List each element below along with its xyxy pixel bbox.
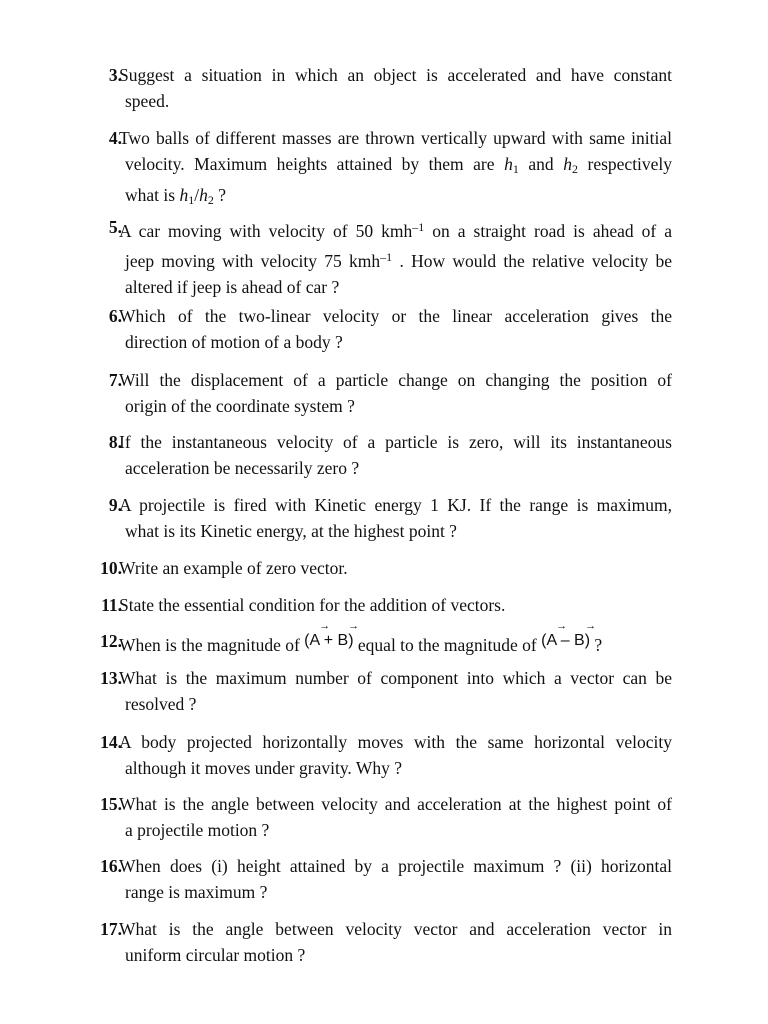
question-15 — [86, 791, 672, 843]
question-text-line: A projectile is fired with Kinetic energy 1 KJ. If the range is maximum, — [119, 495, 672, 515]
question-3 — [86, 62, 672, 114]
question-text-line: A body projected horizontally moves with the same horizontal velocity — [119, 732, 672, 752]
question-text-line: uniform circular motion ? — [125, 945, 306, 965]
question-14 — [86, 729, 672, 781]
question-number: 15. — [100, 794, 122, 814]
question-number: 9. — [108, 495, 122, 515]
question-number: 14. — [100, 732, 122, 752]
question-text-line: origin of the coordinate system ? — [125, 396, 355, 416]
question-number: 17. — [100, 919, 122, 939]
question-text-line: velocity. Maximum heights attained by them are $h_1$ and $h_2$ respectively — [125, 154, 673, 176]
question-text-line: State the essential condition for the addition of vectors. — [119, 595, 506, 615]
question-17 — [86, 916, 672, 968]
question-number: 7. — [108, 370, 122, 390]
question-8 — [86, 429, 672, 481]
question-16 — [86, 853, 672, 905]
question-text-line: acceleration be necessarily zero ? — [125, 458, 360, 478]
vector-arrow: → — [319, 620, 331, 632]
vector-arrow: → — [585, 620, 597, 632]
question-number: 8. — [108, 432, 122, 452]
question-number: 10. — [100, 558, 122, 578]
question-text-line: direction of motion of a body ? — [125, 332, 343, 352]
question-number: 6. — [108, 306, 122, 326]
question-6 — [86, 303, 672, 355]
question-10 — [86, 555, 672, 581]
question-text-line: What is the angle between velocity and acceleration at the highest point of — [119, 794, 672, 814]
question-number: 13. — [100, 668, 122, 688]
question-number: 4. — [108, 128, 122, 148]
vector-arrow: → — [556, 620, 568, 632]
question-text-line: altered if jeep is ahead of car ? — [125, 277, 340, 297]
question-text-line: speed. — [125, 91, 170, 111]
question-text-line: When is the magnitude of → → (A + B) equal to the magnitude of → → (A – B) ? — [119, 628, 672, 658]
question-5 — [86, 214, 672, 300]
question-text-line: resolved ? — [125, 694, 197, 714]
question-number: 11. — [101, 595, 122, 615]
question-text-line: If the instantaneous velocity of a particle is zero, will its instantaneous — [119, 432, 672, 452]
question-text-line: Write an example of zero vector. — [119, 558, 348, 578]
question-number: 12. — [100, 631, 122, 651]
vector-sum: → → (A + B) — [304, 628, 353, 654]
question-text-line: range is maximum ? — [125, 882, 268, 902]
vector-difference: → → (A – B) — [541, 628, 590, 654]
question-text-line: a projectile motion ? — [125, 820, 270, 840]
question-text-line: Two balls of different masses are thrown vertically upward with same initial — [119, 128, 672, 148]
question-number: 3. — [108, 65, 122, 85]
question-7 — [86, 367, 672, 419]
question-text-line: What is the angle between velocity vector and acceleration vector in — [119, 919, 672, 939]
question-text-line: what is $h_1/h_2$ ? — [125, 185, 226, 207]
question-number: 5. — [108, 217, 122, 237]
question-text-line: jeep moving with velocity 75 kmh$^{-1}$ . How would the relative velocity be — [125, 250, 673, 271]
question-text-line: What is the maximum number of component into which a vector can be — [119, 668, 672, 688]
question-text-line: A car moving with velocity of 50 kmh$^{-1}$ on a straight road is ahead of a — [119, 220, 672, 241]
question-12 — [86, 620, 672, 658]
question-text-line: although it moves under gravity. Why ? — [125, 758, 403, 778]
question-text-line: Will the displacement of a particle change on changing the position of — [119, 370, 672, 390]
vector-arrow: → — [348, 620, 360, 632]
question-text-line: Which of the two-linear velocity or the linear acceleration gives the — [119, 306, 672, 326]
question-number: 16. — [100, 856, 122, 876]
question-4 — [86, 125, 672, 213]
question-11 — [86, 592, 672, 618]
question-9 — [86, 492, 672, 544]
question-text-line: When does (i) height attained by a projectile maximum ? (ii) horizontal — [119, 856, 672, 876]
question-text-line: Suggest a situation in which an object is accelerated and have constant — [119, 65, 672, 85]
question-text-line: what is its Kinetic energy, at the highest point ? — [125, 521, 457, 541]
question-13 — [86, 665, 672, 717]
